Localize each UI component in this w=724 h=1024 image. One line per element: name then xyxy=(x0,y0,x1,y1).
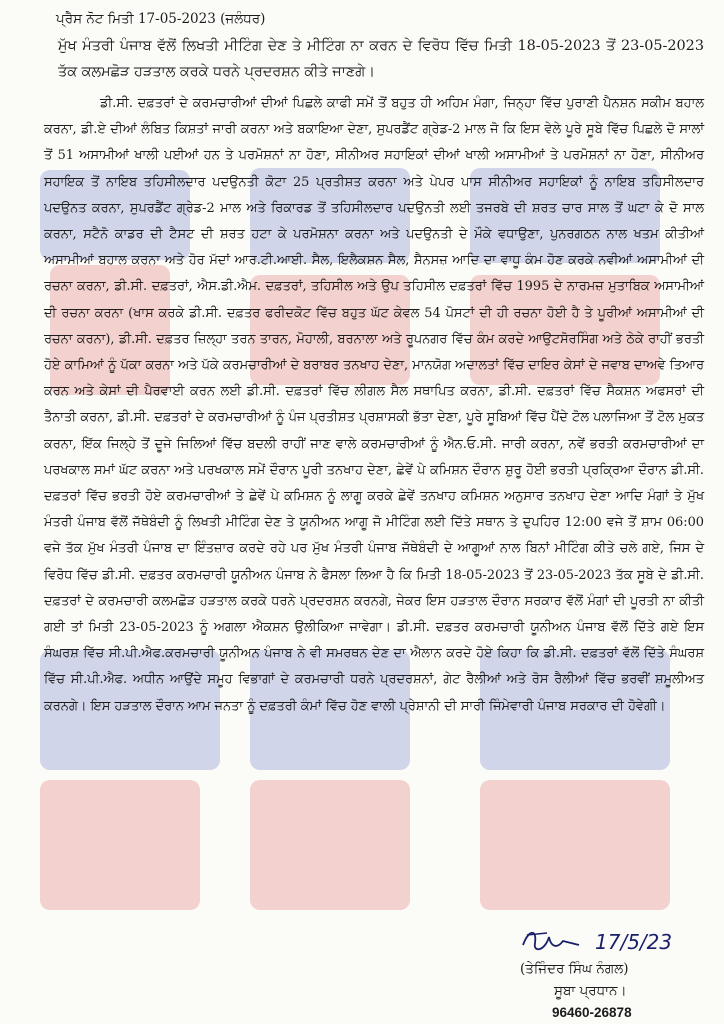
signer-name: (ਤੇਜਿੰਦਰ ਸਿੰਘ ਨੰਗਲ) xyxy=(520,961,629,977)
signer-designation: ਸੂਬਾ ਪ੍ਰਧਾਨ। xyxy=(554,983,627,999)
watermark-block xyxy=(40,780,200,910)
page-title: ਪ੍ਰੈਸ ਨੋਟ ਮਿਤੀ 17-05-2023 (ਜਲੰਧਰ) xyxy=(56,11,266,27)
handwritten-signature xyxy=(519,923,699,963)
signer-phone: 96460-26878 xyxy=(552,1005,632,1020)
signer-block xyxy=(520,958,632,1024)
watermark-block xyxy=(250,780,410,910)
press-note-body xyxy=(44,6,704,720)
watermark-block xyxy=(480,780,670,910)
main-paragraph: ਡੀ.ਸੀ. ਦਫ਼ਤਰਾਂ ਦੇ ਕਰਮਚਾਰੀਆਂ ਦੀਆਂ ਪਿਛਲੇ ਕਾਫੀ ਸਮੇਂ ਤੋਂ ਬਹੁਤ ਹੀ ਅਹਿਮ ਮੰਗਾ, ਜਿਨ੍ਹਾ ਵਿੱਚ ਪੁਰਾਣੀ ਪੈਨਸ਼ਨ ਸਕੀਮ ਬਹਾਲ ਕਰਨਾ, ਡੀ.ਏ ਦੀਆਂ ਲੰਬਿਤ ਕਿਸ਼ਤਾਂ ਜਾਰੀ ਕਰਨਾ ਅਤੇ ਬਕਾਇਆ ਦੇਣਾ, ਸੁਪਰਡੈਂਟ ਗ੍ਰੇਡ-2 ਮਾਲ ਜੋ ਕਿ ਇਸ ਵੇਲੇ ਪੂਰੇ ਸੂਬੇ ਵਿੱਚ ਪਿਛਲੇ ਦੋ ਸਾਲਾਂ ਤੋਂ 51 ਅਸਾਮੀਆਂ ਖਾਲੀ ਪਈਆਂ ਹਨ ਤੇ ਪਰਮੋਸ਼ਨਾਂ ਨਾ ਹੋਣਾ, ਸੀਨੀਅਰ ਸਹਾਇਕਾਂ ਦੀਆਂ ਖਾਲੀ ਅਸਾਮੀਆਂ ਤੇ ਪਰਮੋਸ਼ਨਾਂ ਨਾ ਹੋਣਾ, ਸੀਨੀਅਰ ਸਹਾਇਕ ਤੋਂ ਨਾਇਬ ਤਹਿਸੀਲਦਾਰ ਪਦਉਨਤੀ ਕੋਟਾ 25 ਪ੍ਰਤੀਸ਼ਤ ਕਰਨਾ ਅਤੇ ਪੇਪਰ ਪਾਸ ਸੀਨੀਅਰ ਸਹਾਇਕਾਂ ਨੂੰ ਨਾਇਬ ਤਹਿਸੀਲਦਾਰ ਪਦਉਨਤ ਕਰਨਾ, ਸੁਪਰਡੈਂਟ ਗ੍ਰੇਡ-2 ਮਾਲ ਅਤੇ ਰਿਕਾਰਡ ਤੋਂ ਤਹਿਸੀਲਦਾਰ ਪਦਉਨਤੀ ਲਈ ਤਜਰਬੇ ਦੀ ਸ਼ਰਤ ਚਾਰ ਸਾਲ ਤੋਂ ਘਟਾ ਕੇ ਦੋ ਸਾਲ ਕਰਨਾ, ਸਟੈਨੋ ਕਾਡਰ ਦੀ ਟੈਸਟ ਦੀ ਸ਼ਰਤ ਹਟਾ ਕੇ ਪਰਮੋਸ਼ਨਾ ਕਰਨਾ ਅਤੇ ਪਦਉਨਤੀ ਦੇ ਮੌਕੇ ਵਧਾਉਣਾ, ਪੁਨਰਗਠਨ ਨਾਲ ਖਤਮ ਕੀਤੀਆਂ ਅਸਾਮੀਆਂ ਬਹਾਲ ਕਰਨਾ ਅਤੇ ਹੋਰ ਮੱਦਾਂ ਆਰ.ਟੀ.ਆਈ. ਸੈਲ, ਇਲੈਕਸ਼ਨ ਸੈਲ, ਸੈਨਸਜ਼ ਆਦਿ ਦਾ ਵਾਧੂ ਕੰਮ ਹੋਣ ਕਰਕੇ ਨਵੀਆਂ ਅਸਾਮੀਆਂ ਦੀ ਰਚਨਾ ਕਰਨਾ, ਡੀ.ਸੀ. ਦਫ਼ਤਰਾਂ, ਐਸ.ਡੀ.ਐਮ. ਦਫ਼ਤਰਾਂ, ਤਹਿਸੀਲ ਅਤੇ ਉਪ ਤਹਿਸੀਲ ਦਫ਼ਤਰਾਂ ਵਿੱਚ 1995 ਦੇ ਨਾਰਮਜ਼ ਮੁਤਾਬਿਕ ਅਸਾਮੀਆਂ ਦੀ ਰਚਨਾ ਕਰਨਾ (ਖਾਸ ਕਰਕੇ ਡੀ.ਸੀ. ਦਫ਼ਤਰ ਫਰੀਦਕੋਟ ਵਿੱਚ ਬਹੁਤ ਘੱਟ ਕੇਵਲ 54 ਪੋਸਟਾਂ ਦੀ ਹੀ ਰਚਨਾ ਹੋਈ ਹੈ ਤੇ ਪੂਰੀਆਂ ਅਸਾਮੀਆਂ ਦੀ ਰਚਨਾ ਕਰਨਾ), ਡੀ.ਸੀ. ਦਫ਼ਤਰ ਜ਼ਿਲ੍ਹਾ ਤਰਨ ਤਾਰਨ, ਮੋਹਾਲੀ, ਬਰਨਾਲਾ ਅਤੇ ਰੂਪਨਗਰ ਵਿੱਚ ਕੰਮ ਕਰਦੇ ਆਉਟਸੋਰਸਿੰਗ ਅਤੇ ਠੇਕੇ ਰਾਹੀਂ ਭਰਤੀ ਹੋਏ ਕਾਮਿਆਂ ਨੂੰ ਪੱਕਾ ਕਰਨਾ ਅਤੇ ਪੱਕੇ ਕਰਮਚਾਰੀਆਂ ਦੇ ਬਰਾਬਰ ਤਨਖਾਹ ਦੇਣਾ, ਮਾਨਯੋਗ ਅਦਾਲਤਾਂ ਵਿੱਚ ਦਾਇਰ ਕੇਸਾਂ ਦੇ ਜਵਾਬ ਦਾਅਵੇ ਤਿਆਰ ਕਰਨ ਅਤੇ ਕੇਸਾਂ ਦੀ ਪੈਰਵਾਈ ਕਰਨ ਲਈ ਡੀ.ਸੀ. ਦਫ਼ਤਰਾਂ ਵਿੱਚ ਲੀਗਲ ਸੈਲ ਸਥਾਪਿਤ ਕਰਨਾ, ਡੀ.ਸੀ. ਦਫ਼ਤਰਾਂ ਵਿੱਚ ਸੈਕਸ਼ਨ ਅਫਸਰਾਂ ਦੀ ਤੈਨਾਤੀ ਕਰਨਾ, ਡੀ.ਸੀ. ਦਫ਼ਤਰਾਂ ਦੇ ਕਰਮਚਾਰੀਆਂ ਨੂੰ ਪੰਜ ਪ੍ਰਤੀਸ਼ਤ ਪ੍ਰਸ਼ਾਸਕੀ ਭੱਤਾ ਦੇਣਾ, ਪੂਰੇ ਸੂਬਿਆਂ ਵਿੱਚ ਪੈਂਦੇ ਟੋਲ ਪਲਾਜਿਆ ਤੋਂ ਟੋਲ ਮੁਕਤ ਕਰਨਾ, ਇੱਕ ਜਿਲ੍ਹੇ ਤੋਂ ਦੂਜੇ ਜਿਲਿਆਂ ਵਿੱਚ ਬਦਲੀ ਰਾਹੀਂ ਜਾਣ ਵਾਲੇ ਕਰਮਚਾਰੀਆਂ ਨੂੰ ਐਨ.ਓ.ਸੀ. ਜਾਰੀ ਕਰਨਾ, ਨਵੇਂ ਭਰਤੀ ਕਰਮਚਾਰੀਆਂ ਦਾ ਪਰਖਕਾਲ ਸਮਾਂ ਘੱਟ ਕਰਨਾ ਅਤੇ ਪਰਖਕਾਲ ਸਮੇਂ ਦੌਰਾਨ ਪੂਰੀ ਤਨਖਾਹ ਦੇਣਾ, ਛੇਵੇਂ ਪੇ ਕਮਿਸ਼ਨ ਦੌਰਾਨ ਸ਼ੁਰੂ ਹੋਈ ਭਰਤੀ ਪ੍ਰਕ੍ਰਿਆ ਦੌਰਾਨ ਡੀ.ਸੀ. ਦਫ਼ਤਰਾਂ ਵਿੱਚ ਭਰਤੀ ਹੋਏ ਕਰਮਚਾਰੀਆਂ ਤੇ ਛੇਵੇਂ ਪੇ ਕਮਿਸ਼ਨ ਨੂੰ ਲਾਗੂ ਕਰਕੇ ਛੇਵੇਂ ਤਨਖਾਹ ਕਮਿਸ਼ਨ ਅਨੁਸਾਰ ਤਨਖਾਹ ਦੇਣਾ ਆਦਿ ਮੰਗਾਂ ਤੇ ਮੁੱਖ ਮੰਤਰੀ ਪੰਜਾਬ ਵੱਲੋਂ ਜੱਥੇਬੰਦੀ ਨੂੰ ਲਿਖਤੀ ਮੀਟਿੰਗ ਦੇਣ ਤੇ ਯੂਨੀਅਨ ਆਗੂ ਜੋ ਮੀਟਿੰਗ ਲਈ ਦਿੱਤੇ ਸਥਾਨ ਤੇ ਦੁਪਹਿਰ 12:00 ਵਜੇ ਤੋਂ ਸ਼ਾਮ 06:00 ਵਜੇ ਤੱਕ ਮੁੱਖ ਮੰਤਰੀ ਪੰਜਾਬ ਦਾ ਇੰਤਜ਼ਾਰ ਕਰਦੇ ਰਹੇ ਪਰ ਮੁੱਖ ਮੰਤਰੀ ਪੰਜਾਬ ਜੱਥੇਬੰਦੀ ਦੇ ਆਗੂਆਂ ਨਾਲ ਬਿਨਾਂ ਮੀਟਿੰਗ ਕੀਤੇ ਚਲੇ ਗਏ, ਜਿਸ ਦੇ ਵਿਰੋਧ ਵਿੱਚ ਡੀ.ਸੀ. ਦਫ਼ਤਰ ਕਰਮਚਾਰੀ ਯੂਨੀਅਨ ਪੰਜਾਬ ਨੇ ਫੈਸਲਾ ਲਿਆ ਹੈ ਕਿ ਮਿਤੀ 18-05-2023 ਤੋਂ 23-05-2023 ਤੱਕ ਸੂਬੇ ਦੇ ਡੀ.ਸੀ. ਦਫ਼ਤਰਾਂ ਦੇ ਕਰਮਚਾਰੀ ਕਲਮਛੋੜ ਹੜਤਾਲ ਕਰਕੇ ਧਰਨੇ ਪ੍ਰਦਰਸ਼ਨ ਕਰਨਗੇ, ਜੇਕਰ ਇਸ ਹੜਤਾਲ ਦੌਰਾਨ ਸਰਕਾਰ ਵੱਲੋਂ ਮੰਗਾਂ ਦੀ ਪੂਰਤੀ ਨਾ ਕੀਤੀ ਗਈ ਤਾਂ ਮਿਤੀ 23-05-2023 ਨੂੰ ਅਗਲਾ ਐਕਸ਼ਨ ਉਲੀਕਿਆ ਜਾਵੇਗਾ। ਡੀ.ਸੀ. ਦਫ਼ਤਰ ਕਰਮਚਾਰੀ ਯੂਨੀਅਨ ਪੰਜਾਬ ਵੱਲੋਂ ਦਿੱਤੇ ਗਏ ਇਸ ਸੰਘਰਸ਼ ਵਿੱਚ ਸੀ.ਪੀ.ਐਫ.ਕਰਮਚਾਰੀ ਯੂਨੀਅਨ ਪੰਜਾਬ ਨੇ ਵੀ ਸਮਰਥਨ ਦੇਣ ਦਾ ਐਲਾਨ ਕਰਦੇ ਹੋਏ ਕਿਹਾ ਕਿ ਡੀ.ਸੀ. ਦਫ਼ਤਰਾਂ ਵੱਲੋਂ ਦਿੱਤੇ ਸੰਘਰਸ਼ ਵਿੱਚ ਸੀ.ਪੀ.ਐਫ. ਅਧੀਨ ਆਉਂਦੇ ਸਮੂਹ ਵਿਭਾਗਾਂ ਦੇ ਕਰਮਚਾਰੀ ਧਰਨੇ ਪ੍ਰਦਰਸ਼ਨਾਂ, ਗੇਟ ਰੈਲੀਆਂ ਅਤੇ ਰੋਸ ਰੈਲੀਆਂ ਵਿੱਚ ਭਰਵੀਂ ਸ਼ਮੂਲੀਅਤ ਕਰਨਗੇ। ਇਸ ਹੜਤਾਲ ਦੌਰਾਨ ਆਮ ਜਨਤਾ ਨੂੰ ਦਫ਼ਤਰੀ ਕੰਮਾਂ ਵਿੱਚ ਹੋਣ ਵਾਲੀ ਪ੍ਰੇਸ਼ਾਨੀ ਦੀ ਸਾਰੀ ਜਿੰਮੇਵਾਰੀ ਪੰਜਾਬ ਸਰਕਾਰ ਦੀ ਹੋਵੇਗੀ। xyxy=(44,96,704,714)
signature-date: 17/5/23 xyxy=(595,930,673,954)
intro-paragraph: ਮੁੱਖ ਮੰਤਰੀ ਪੰਜਾਬ ਵੱਲੋਂ ਲਿਖਤੀ ਮੀਟਿੰਗ ਦੇਣ ਤੇ ਮੀਟਿੰਗ ਨਾ ਕਰਨ ਦੇ ਵਿਰੋਧ ਵਿੱਚ ਮਿਤੀ 18-05-2023 ਤੋਂ 23-05-2023 ਤੱਕ ਕਲਮਛੋੜ ਹੜਤਾਲ ਕਰਕੇ ਧਰਨੇ ਪ੍ਰਦਰਸ਼ਨ ਕੀਤੇ ਜਾਣਗੇ। xyxy=(58,38,704,80)
